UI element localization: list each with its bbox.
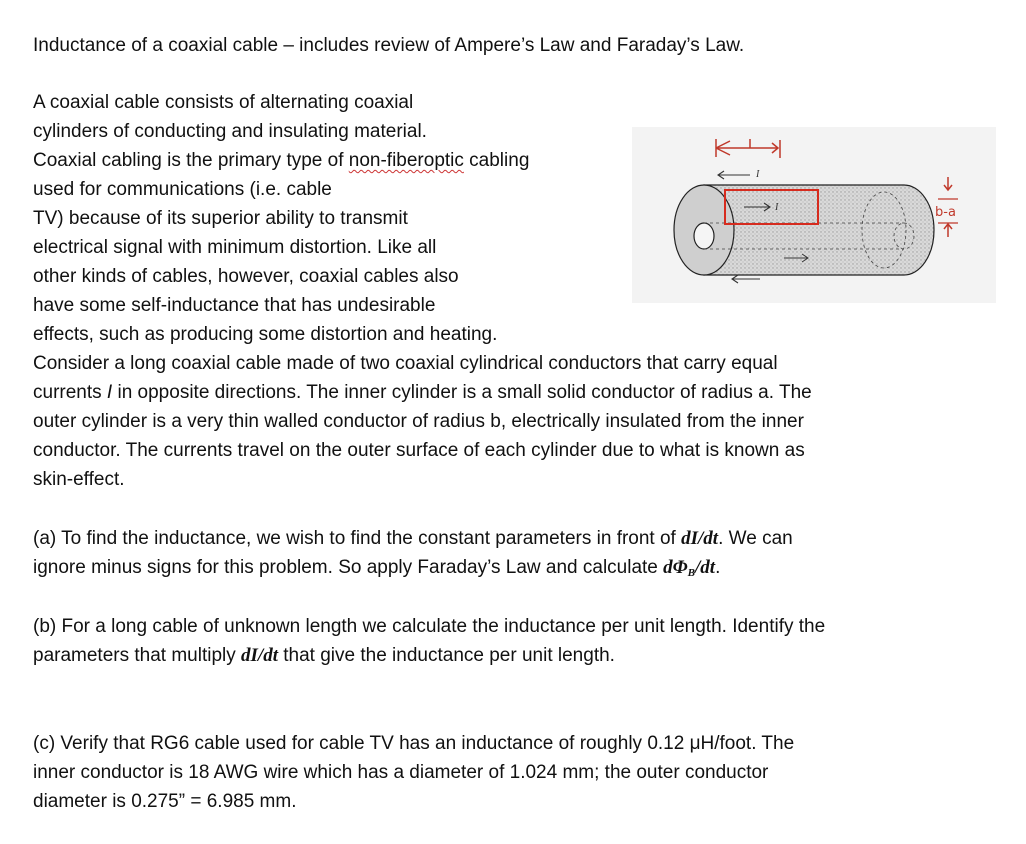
part-a-line — [33, 553, 720, 588]
width-marker — [716, 139, 780, 158]
inner-current-label: I — [775, 202, 779, 213]
body-line: conductor. The currents travel on the outer surface of each cylinder due to what is known as — [33, 440, 805, 461]
spellcheck-word: non-fiberoptic — [348, 150, 464, 171]
bottom-current-arrow — [732, 275, 760, 283]
intro-text: Coaxial cabling is the primary type of — [33, 150, 349, 171]
intro-line: effects, such as producing some distortion and heating. — [33, 324, 498, 345]
part-c-line: diameter is 0.275” = 6.985 mm. — [33, 791, 297, 812]
inner-conductor-end — [694, 223, 714, 249]
body-text: (a) To find the inductance, we wish to find the constant parameters in front of — [33, 528, 682, 549]
document-title: Inductance of a coaxial cable – includes review of Ampere’s Law and Faraday’s Law. — [33, 35, 745, 56]
intro-text: cabling — [463, 150, 530, 171]
intro-line: A coaxial cable consists of alternating coaxial — [33, 92, 414, 113]
intro-line: electrical signal with minimum distortion. Like all — [33, 237, 437, 258]
dI-dt-expression: dI/dt — [681, 528, 719, 549]
part-b-line — [33, 641, 615, 670]
intro-line — [33, 146, 529, 175]
gap-marker-bottom-arrow — [944, 224, 952, 237]
body-text: in opposite directions. The inner cylinder is a small solid conductor of radius a. The — [112, 382, 812, 403]
part-b-line: (b) For a long cable of unknown length we calculate the inductance per unit length. Identify the — [33, 616, 826, 637]
body-text: . We can — [718, 528, 793, 549]
body-line — [33, 378, 812, 407]
outer-current-arrow — [718, 171, 750, 179]
body-text: that give the inductance per unit length. — [277, 645, 615, 666]
body-text: . — [715, 557, 721, 578]
body-text: currents — [33, 382, 107, 403]
body-line: Consider a long coaxial cable made of two coaxial cylindrical conductors that carry equal — [33, 353, 778, 374]
body-text: ignore minus signs for this problem. So apply Faraday’s Law and calculate — [33, 557, 664, 578]
intro-line: used for communications (i.e. cable — [33, 179, 332, 200]
dphi-subscript: B — [687, 567, 695, 579]
intro-line: cylinders of conducting and insulating material. — [33, 121, 427, 142]
coaxial-cable-diagram — [632, 127, 996, 303]
gap-label: b-a — [935, 205, 956, 220]
body-line: outer cylinder is a very thin walled conductor of radius b, electrically insulated from the inner — [33, 411, 804, 432]
current-label: I — [756, 169, 760, 180]
intro-line: TV) because of its superior ability to transmit — [33, 208, 408, 229]
current-symbol: I — [106, 382, 113, 403]
dphi-expression — [663, 557, 715, 578]
body-text: parameters that multiply — [33, 645, 242, 666]
part-c-line: (c) Verify that RG6 cable used for cable TV has an inductance of roughly 0.12 μH/foot. The — [33, 733, 795, 754]
part-c-line: inner conductor is 18 AWG wire which has a diameter of 1.024 mm; the outer conductor — [33, 762, 769, 783]
dphi-denominator: /dt — [695, 557, 716, 578]
body-line: skin-effect. — [33, 469, 125, 490]
part-a-line — [33, 524, 793, 553]
gap-marker-top-arrow — [944, 177, 952, 190]
intro-line: have some self-inductance that has undesirable — [33, 295, 436, 316]
dphi-symbol: dΦ — [663, 557, 688, 578]
dI-dt-expression: dI/dt — [241, 645, 278, 666]
intro-line: other kinds of cables, however, coaxial cables also — [33, 266, 459, 287]
coaxial-cable-figure — [632, 127, 996, 303]
